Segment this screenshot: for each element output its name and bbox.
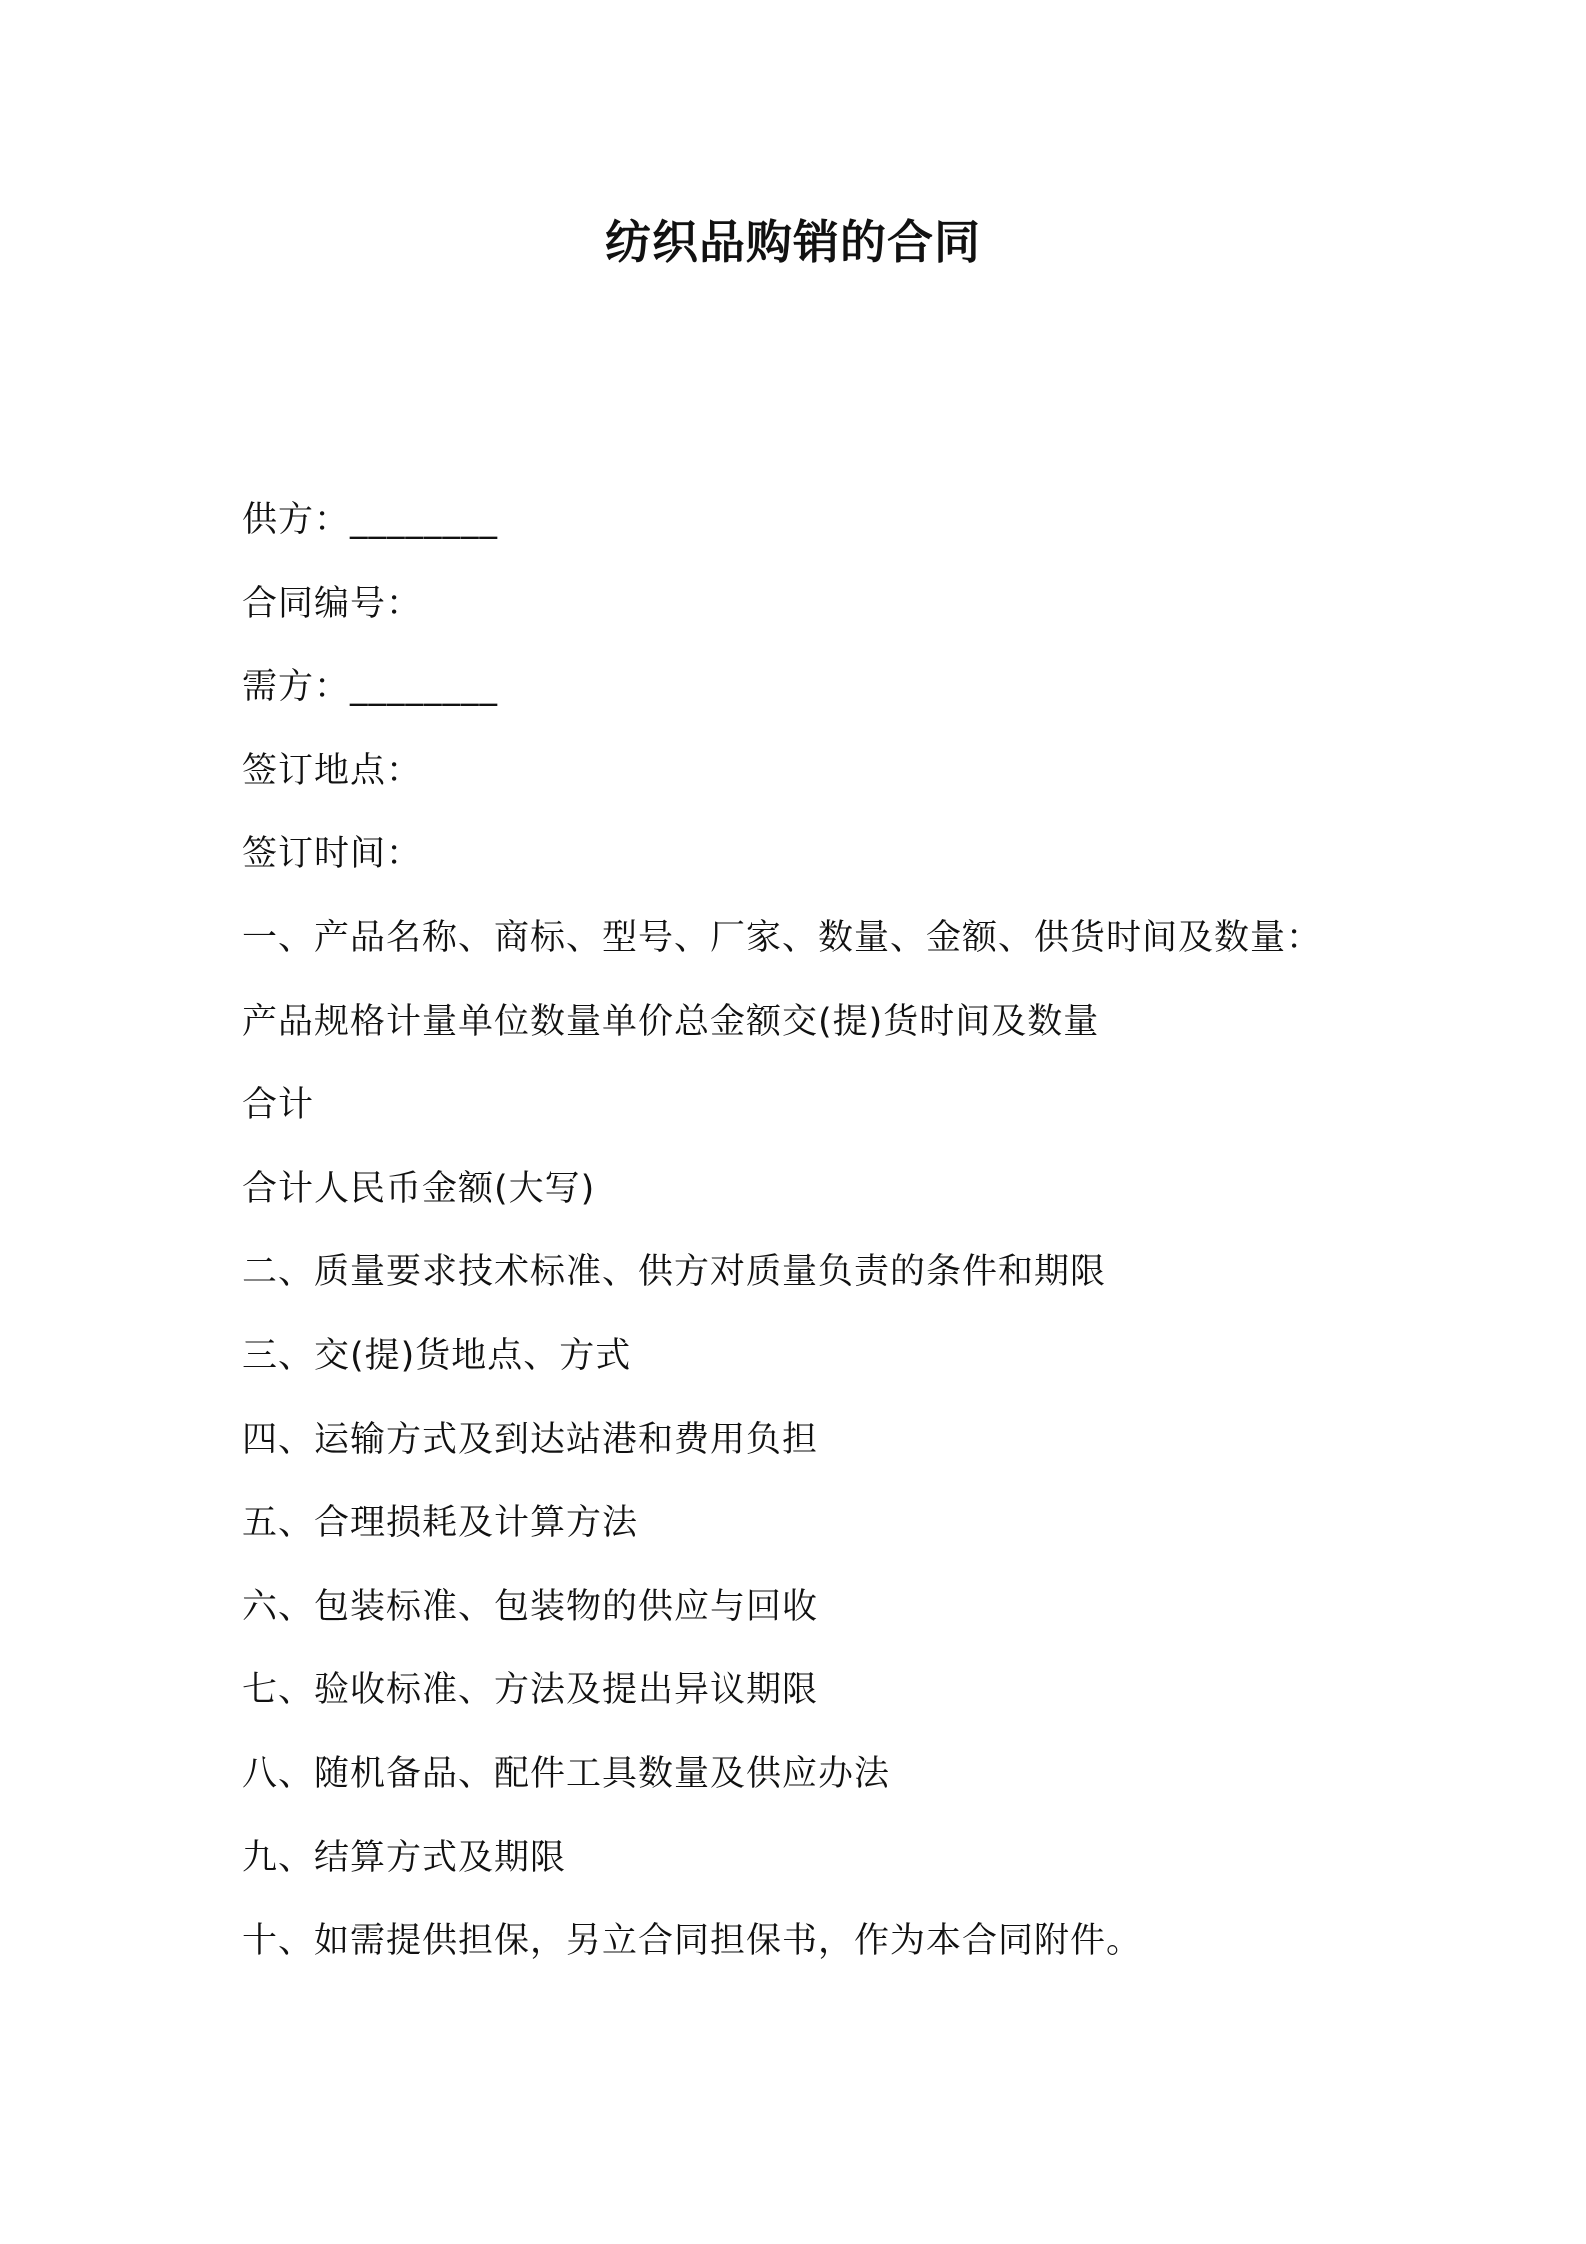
clause-8: 八、随机备品、配件工具数量及供应办法 <box>242 1753 891 1794</box>
clause-9: 九、结算方式及期限 <box>242 1837 567 1878</box>
clause-4: 四、运输方式及到达站港和费用负担 <box>242 1419 819 1460</box>
product-table-header-line: 产品规格计量单位数量单价总金额交(提)货时间及数量 <box>242 1001 1100 1042</box>
clause-7: 七、验收标准、方法及提出异议期限 <box>242 1670 819 1711</box>
total-rmb-line: 合计人民币金额(大写) <box>242 1168 596 1209</box>
total-line: 合计 <box>242 1085 315 1126</box>
signing-time-line: 签订时间： <box>242 834 423 875</box>
supplier-line: 供方：________ <box>242 500 499 540</box>
clause-5: 五、合理损耗及计算方法 <box>242 1503 639 1544</box>
contract-number-line: 合同编号： <box>242 583 423 624</box>
clause-2: 二、质量要求技术标准、供方对质量负责的条件和期限 <box>242 1252 1107 1293</box>
buyer-line: 需方：________ <box>242 667 499 708</box>
clause-10: 十、如需提供担保，另立合同担保书，作为本合同附件。 <box>242 1921 1143 1962</box>
clause-1-heading: 一、产品名称、商标、型号、厂家、数量、金额、供货时间及数量： <box>242 917 1323 958</box>
document-body <box>242 490 1482 1995</box>
clause-3: 三、交(提)货地点、方式 <box>242 1335 632 1376</box>
clause-6: 六、包装标准、包装物的供应与回收 <box>242 1586 819 1627</box>
document-title: 纺织品购销的合同 <box>605 215 981 269</box>
signing-place-line: 签订地点： <box>242 750 423 791</box>
